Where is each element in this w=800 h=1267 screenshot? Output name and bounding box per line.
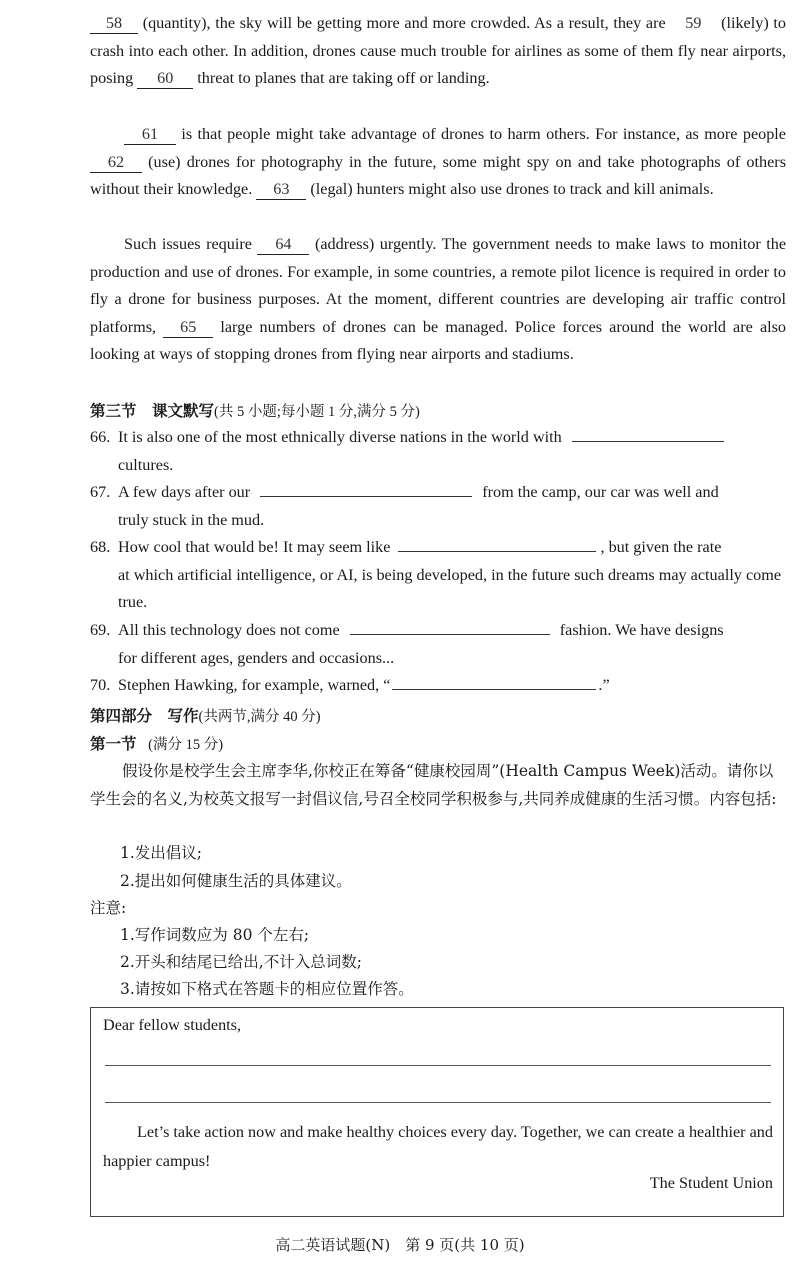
answer-blank-66[interactable]	[572, 427, 724, 442]
essay-greeting: Dear fellow students,	[103, 1016, 242, 1034]
essay-writing-line[interactable]	[105, 1102, 771, 1103]
answer-blank-70[interactable]	[392, 675, 596, 690]
blank-60: 60	[137, 68, 193, 89]
writing-prompt: 假设你是校学生会主席李华,你校正在筹备“健康校园周”(Health Campus Week)活动。请你以学生会的名义,为校英文报写一封倡议信,号召全校同学积极参与,共同养成健康的生活习惯。内容包括:	[90, 762, 777, 808]
notes-label: 注意:	[90, 899, 127, 917]
part-4-heading: 第四部分 写作(共两节,满分 40 分)	[90, 708, 321, 725]
passage-paragraph-1: 58 (quantity), the sky will be getting more and more crowded. As a result, they are 59 (likely) to crash into each other. In addition, drones cause much trouble for airlines as some of them fly near airports, posing 60 threat to planes that are taking off or landing.	[90, 14, 786, 87]
note-1: 1.写作词数应为 80 个左右;	[120, 926, 310, 944]
passage-paragraph-2: 61 is that people might take advantage of drones to harm others. For instance, as more people 62 (use) drones for photography in the future, some might spy on and take photographs of others without their knowledge. 63 (legal) hunters might also use drones to track and kill animals.	[90, 125, 786, 198]
answer-blank-69[interactable]	[350, 620, 550, 635]
blank-61: 61	[124, 124, 176, 145]
blank-63: 63	[256, 179, 306, 200]
blank-64: 64	[257, 234, 309, 255]
question-67: 67. A few days after our from the camp, our car was well and truly stuck in the mud.	[90, 483, 719, 529]
question-66: 66. It is also one of the most ethnically diverse nations in the world with cultures.	[90, 424, 786, 479]
passage-paragraph-3: Such issues require 64 (address) urgently. The government needs to make laws to monitor the production and use of drones. For example, in some countries, a remote pilot licence is required in order to fly a drone for business purposes. At the moment, different countries are developing air traffic control platforms, 65 large numbers of drones can be managed. Police forces around the world are also looking at ways of stopping drones from flying near airports and stadiums.	[90, 235, 787, 363]
question-70: 70. Stephen Hawking, for example, warned, “ .”	[90, 676, 610, 694]
section-1-heading: 第一节 (满分 15 分)	[90, 736, 224, 753]
page-footer: 高二英语试题(N) 第 9 页(共 10 页)	[275, 1236, 525, 1254]
prompt-item-1: 1.发出倡议;	[120, 844, 203, 862]
essay-answer-box	[90, 1007, 784, 1217]
blank-62: 62	[90, 152, 142, 173]
blank-65: 65	[163, 317, 213, 338]
section-3-heading: 第三节 课文默写(共 5 小题;每小题 1 分,满分 5 分)	[90, 403, 420, 420]
prompt-item-2: 2.提出如何健康生活的具体建议。	[120, 872, 352, 890]
essay-closing: Let’s take action now and make healthy choices every day. Together, we can create a healthier and happier campus!	[103, 1123, 773, 1170]
note-2: 2.开头和结尾已给出,不计入总词数;	[120, 953, 362, 971]
answer-blank-68[interactable]	[398, 537, 596, 552]
essay-writing-line[interactable]	[105, 1065, 771, 1066]
blank-59: 59	[685, 14, 702, 32]
note-3: 3.请按如下格式在答题卡的相应位置作答。	[120, 980, 414, 998]
question-68: 68. How cool that would be! It may seem like , but given the rate at which artificial intelligence, or AI, is being developed, in the future such dreams may actually come true.	[90, 538, 782, 611]
answer-blank-67[interactable]	[260, 482, 472, 497]
essay-signature: The Student Union	[649, 1174, 773, 1192]
blank-58: 58	[90, 13, 138, 34]
question-69: 69. All this technology does not come fashion. We have designs for different ages, genders and occasions...	[90, 621, 724, 667]
